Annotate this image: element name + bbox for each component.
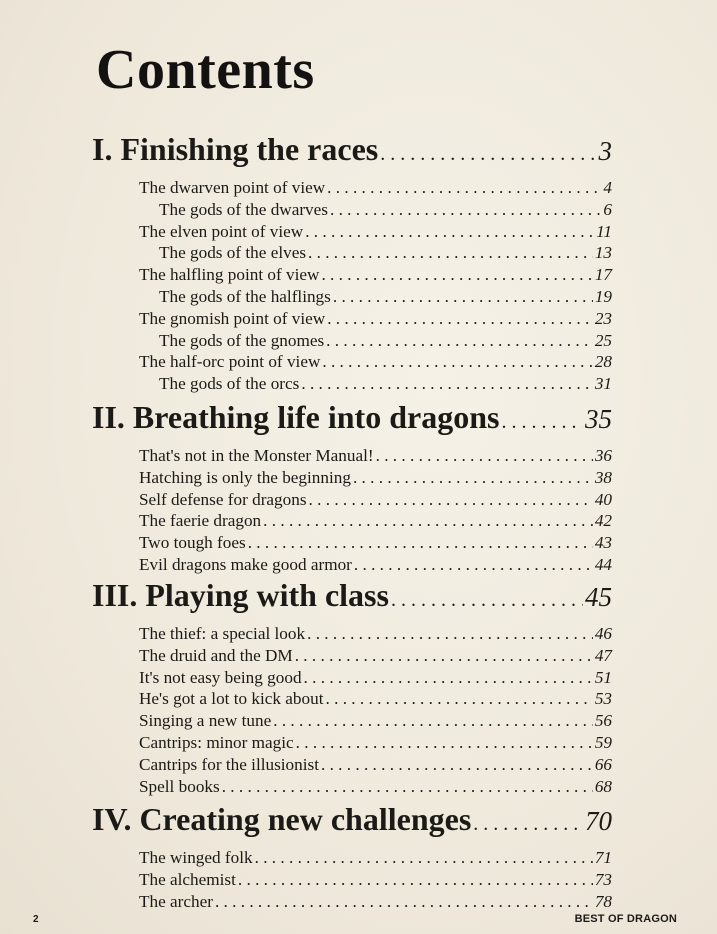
dot-leader [322, 351, 592, 373]
section-heading [92, 398, 612, 441]
dot-leader [295, 645, 593, 667]
item-label: The gods of the orcs [159, 374, 300, 394]
section-page-number: 35 [585, 404, 612, 434]
section-item-list [92, 847, 612, 912]
list-item [139, 623, 612, 645]
list-item [139, 489, 612, 511]
dot-leader [304, 667, 593, 689]
dot-leader [376, 445, 593, 467]
dot-leader [333, 286, 593, 308]
item-label: The gods of the halflings [159, 286, 331, 306]
list-item [139, 199, 612, 221]
section-heading-text: II. Breathing life into dragons [92, 399, 500, 435]
item-page-number: 59 [594, 732, 612, 752]
list-item [139, 264, 612, 286]
list-item [139, 445, 612, 467]
item-label: Spell books [139, 776, 220, 796]
dot-leader [308, 242, 593, 264]
list-item [139, 645, 612, 667]
dot-leader [501, 403, 583, 441]
list-item [139, 891, 612, 913]
item-label: The winged folk [139, 848, 253, 867]
list-item [139, 554, 612, 576]
item-label: The gods of the dwarves [159, 199, 328, 219]
item-page-number: 51 [594, 667, 612, 687]
footer-brand: BEST OF DRAGON [574, 913, 677, 925]
item-label: The gods of the elves [159, 243, 307, 263]
list-item [139, 221, 612, 243]
section-page-number: 45 [585, 582, 612, 612]
section-item-list [92, 445, 612, 576]
dot-leader [248, 532, 593, 554]
item-label: It's not easy being good [139, 667, 302, 687]
dot-leader [330, 199, 601, 221]
item-page-number: 73 [594, 869, 612, 889]
list-item [139, 847, 612, 869]
item-label: The gods of the gnomes [159, 330, 325, 350]
item-label: The half-orc point of view [139, 352, 321, 372]
list-item [139, 467, 612, 489]
dot-leader [296, 732, 593, 754]
dot-leader [473, 805, 583, 843]
item-label: That's not in the Monster Manual! [139, 446, 374, 465]
item-page-number: 4 [603, 178, 612, 197]
item-page-number: 66 [594, 754, 612, 774]
item-label: Self defense for dragons [139, 489, 307, 509]
dot-leader [354, 554, 593, 576]
item-page-number: 36 [594, 446, 612, 465]
item-page-number: 31 [594, 374, 612, 394]
item-label: The halfling point of view [139, 265, 320, 285]
dot-leader [305, 221, 594, 243]
item-page-number: 25 [594, 330, 612, 350]
dot-leader [263, 510, 593, 532]
dot-leader [238, 869, 593, 891]
list-item [139, 242, 612, 264]
section-page-number: 3 [598, 136, 612, 166]
list-item [139, 510, 612, 532]
section-heading [92, 800, 612, 843]
dot-leader [215, 891, 593, 913]
item-label: Two tough foes [139, 533, 246, 553]
section-page-number: 70 [585, 806, 612, 836]
list-item [139, 177, 612, 199]
list-item [139, 754, 612, 776]
dot-leader [327, 177, 601, 199]
item-page-number: 40 [594, 489, 612, 509]
dot-leader [222, 776, 593, 798]
item-page-number: 53 [594, 689, 612, 709]
list-item [139, 667, 612, 689]
item-page-number: 6 [603, 199, 612, 219]
dot-leader [309, 489, 593, 511]
item-label: The faerie dragon [139, 511, 262, 531]
list-item [139, 776, 612, 798]
list-item [139, 351, 612, 373]
item-label: The alchemist [139, 869, 236, 889]
item-page-number: 56 [594, 711, 612, 731]
item-page-number: 44 [594, 554, 612, 574]
item-page-number: 23 [594, 308, 612, 328]
toc-section [92, 398, 612, 576]
dot-leader [326, 688, 593, 710]
item-page-number: 43 [594, 533, 612, 553]
item-label: The thief: a special look [139, 624, 306, 643]
dot-leader [391, 581, 583, 619]
toc-section [92, 576, 612, 797]
item-page-number: 42 [594, 511, 612, 531]
dot-leader [273, 710, 593, 732]
item-page-number: 13 [594, 243, 612, 263]
section-item-list [92, 623, 612, 797]
section-heading-text: IV. Creating new challenges [92, 801, 472, 837]
item-page-number: 19 [594, 286, 612, 306]
footer-page-number: 2 [33, 914, 39, 925]
section-heading [92, 130, 612, 173]
item-label: The elven point of view [139, 221, 304, 241]
item-label: Cantrips: minor magic [139, 732, 294, 752]
toc-section [92, 130, 612, 395]
list-item [139, 532, 612, 554]
dot-leader [255, 847, 593, 869]
item-page-number: 68 [594, 776, 612, 796]
dot-leader [307, 623, 593, 645]
list-item [139, 286, 612, 308]
toc-section [92, 800, 612, 912]
dot-leader [326, 330, 593, 352]
item-label: The gnomish point of view [139, 308, 326, 328]
item-label: The druid and the DM [139, 645, 293, 665]
item-page-number: 17 [594, 265, 612, 285]
page-title: Contents [96, 39, 315, 101]
dot-leader [353, 467, 593, 489]
item-label: Singing a new tune [139, 711, 272, 731]
item-label: Hatching is only the beginning [139, 467, 351, 487]
dot-leader [380, 135, 596, 173]
section-item-list [92, 177, 612, 395]
item-page-number: 38 [594, 467, 612, 487]
item-label: The dwarven point of view [139, 178, 326, 197]
list-item [139, 373, 612, 395]
dot-leader [327, 308, 593, 330]
item-label: Cantrips for the illusionist [139, 754, 319, 774]
item-page-number: 46 [594, 624, 612, 643]
list-item [139, 330, 612, 352]
section-heading-text: I. Finishing the races [92, 131, 379, 167]
list-item [139, 308, 612, 330]
dot-leader [301, 373, 592, 395]
section-heading [92, 576, 612, 619]
list-item [139, 732, 612, 754]
item-page-number: 71 [594, 848, 612, 867]
item-label: He's got a lot to kick about [139, 689, 324, 709]
dot-leader [321, 264, 592, 286]
item-page-number: 47 [594, 645, 612, 665]
item-page-number: 11 [596, 221, 612, 241]
list-item [139, 710, 612, 732]
item-label: Evil dragons make good armor [139, 554, 352, 574]
section-heading-text: III. Playing with class [92, 577, 389, 613]
item-page-number: 78 [594, 891, 612, 911]
item-label: The archer [139, 891, 213, 911]
list-item [139, 869, 612, 891]
list-item [139, 688, 612, 710]
item-page-number: 28 [594, 352, 612, 372]
dot-leader [321, 754, 593, 776]
